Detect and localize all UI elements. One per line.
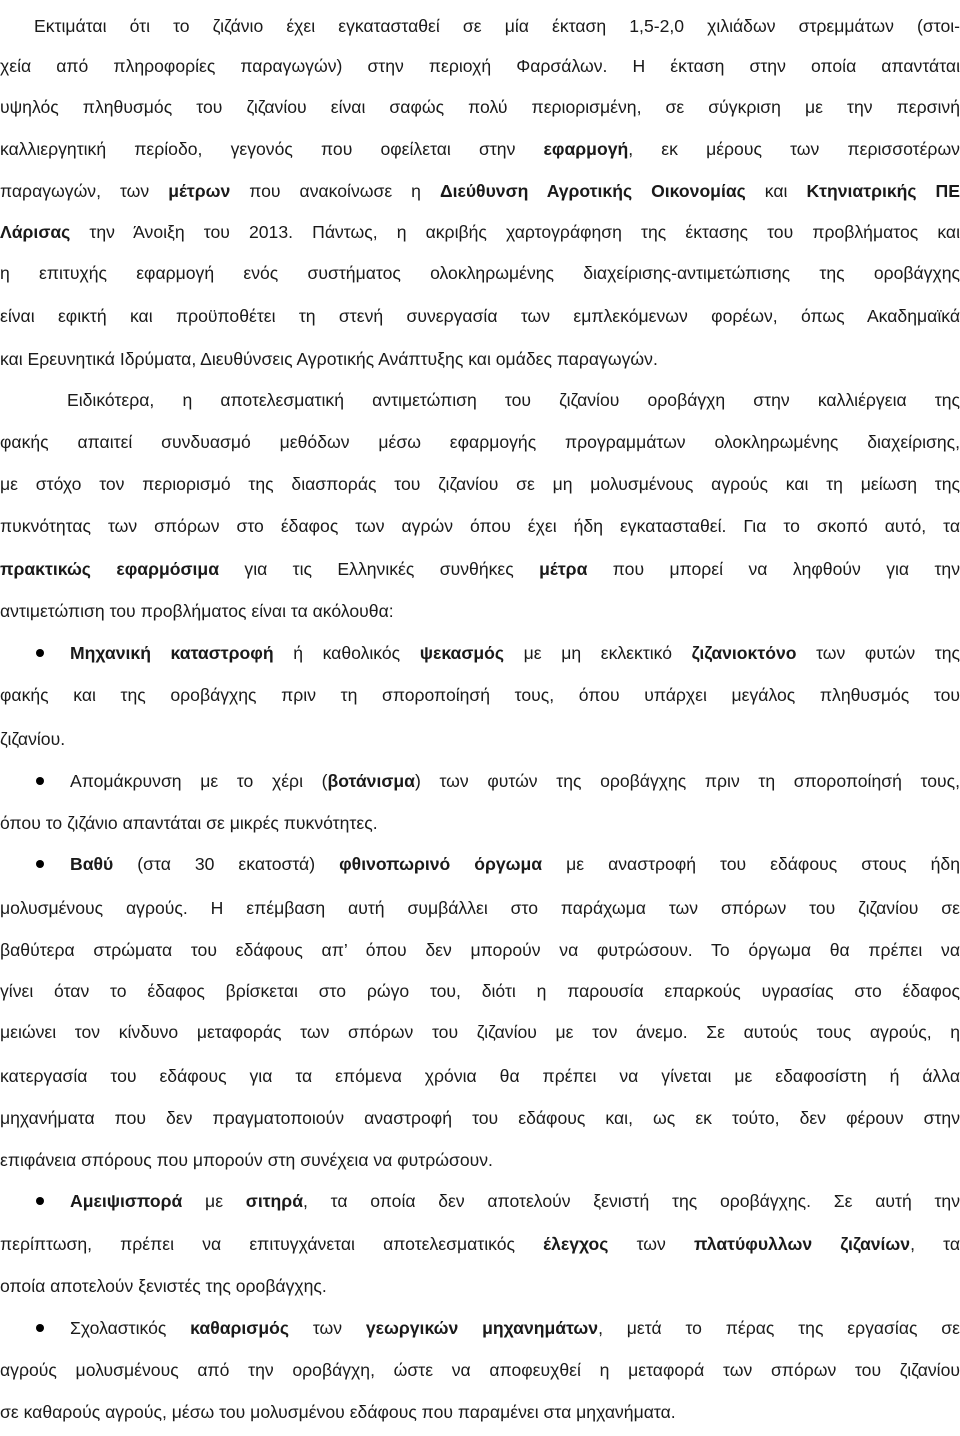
text-segment: , τα — [910, 1234, 960, 1255]
bold-text: Βαθύ — [70, 854, 114, 875]
text-line — [0, 431, 960, 453]
text-segment: Απομάκρυνση με το χέρι ( — [70, 770, 328, 791]
text-line — [0, 180, 960, 202]
text-segment: περίπτωση, πρέπει να επιτυγχάνεται αποτελεσματικός — [0, 1234, 544, 1255]
text-line — [70, 1317, 960, 1339]
text-segment: γίνει όταν το έδαφος βρίσκεται στο ρώγο του, διότι η παρουσία επαρκούς υγρασίας στο έδαφος — [0, 981, 960, 1002]
text-segment: των φυτών της — [796, 643, 960, 664]
text-line — [70, 853, 960, 875]
text-segment: που μπορεί να ληφθούν για την — [587, 558, 960, 579]
text-segment: υψηλός πληθυσμός του ζιζανίου είναι σαφώς πολύ περιορισμένη, σε σύγκριση με την περσινή — [0, 97, 960, 118]
bullet-icon — [36, 1197, 44, 1205]
bold-text: σιτηρά — [245, 1191, 304, 1212]
text-segment: η επιτυχής εφαρμογή ενός συστήματος ολοκληρωμένης διαχείρισης-αντιμετώπισης της οροβάγχης — [0, 263, 960, 284]
text-line — [0, 1275, 960, 1297]
bold-text: Διεύθυνση Αγροτικής Οικονομίας — [439, 180, 746, 201]
text-line — [0, 305, 960, 327]
text-segment: οποία αποτελούν ξενιστές της οροβάγχης. — [0, 1275, 327, 1296]
bullet-icon — [36, 1324, 44, 1332]
text-line — [34, 15, 960, 37]
bold-text: Μηχανική καταστροφή — [70, 643, 274, 664]
text-line — [0, 1149, 960, 1171]
bold-text: μέτρα — [539, 558, 588, 579]
text-segment: φακής και της οροβάγχης πριν τη σποροποίησή τους, όπου υπάρχει μεγάλος πληθυσμός του — [0, 685, 960, 706]
bold-text: πρακτικώς εφαρμόσιμα — [0, 558, 220, 579]
text-line — [0, 600, 960, 622]
text-segment: με αναστροφή του εδάφους στους ήδη — [542, 854, 960, 875]
text-segment: , εκ μέρους των περισσοτέρων — [628, 138, 960, 159]
text-segment: με στόχο τον περιορισμό της διασποράς του ζιζανίου σε μη μολυσμένους αγρούς και τη μείωση της — [0, 474, 960, 495]
text-line — [70, 770, 960, 792]
text-line — [0, 1359, 960, 1381]
text-segment: την Άνοιξη του 2013. Πάντως, η ακριβής χαρτογράφηση της έκτασης του προβλήματος και — [70, 221, 960, 242]
bold-text: Αμειψισπορά — [70, 1191, 183, 1212]
bold-text: ψεκασμός — [419, 643, 505, 664]
text-line — [70, 642, 960, 664]
text-line — [0, 897, 960, 919]
bold-text: εφαρμογή — [543, 138, 629, 159]
text-segment: (στα 30 εκατοστά) — [113, 854, 340, 875]
text-line — [0, 473, 960, 495]
text-segment: που ανακοίνωσε η — [230, 180, 440, 201]
text-segment: ζιζανίου. — [0, 728, 66, 749]
text-segment: για τις Ελληνικές συνθήκες — [219, 558, 540, 579]
text-line — [0, 221, 960, 243]
text-line — [0, 1401, 960, 1423]
bold-text: πλατύφυλλων ζιζανίων — [693, 1234, 911, 1255]
bold-text: φθινοπωρινό όργωμα — [339, 854, 543, 875]
text-line — [0, 348, 960, 370]
text-line — [0, 138, 960, 160]
text-segment: , μετά το πέρας της εργασίας σε — [598, 1317, 960, 1338]
text-segment: όπου το ζιζάνιο απαντάται σε μικρές πυκνότητες. — [0, 813, 378, 834]
text-segment: πυκνότητας των σπόρων στο έδαφος των αγρών όπου έχει ήδη εγκατασταθεί. Για το σκοπό αυτό, τα — [0, 516, 960, 537]
text-segment: ) των φυτών της οροβάγχης πριν τη σποροποίησή τους, — [414, 770, 960, 791]
text-segment: σε καθαρούς αγρούς, μέσω του μολυσμένου εδάφους που παραμένει στα μηχανήματα. — [0, 1402, 676, 1423]
text-segment: Ειδικότερα, η αποτελεσματική αντιμετώπιση του ζιζανίου οροβάγχη στην καλλιέργεια της — [67, 389, 960, 410]
text-line — [0, 684, 960, 706]
bold-text: Κτηνιατρικής ΠΕ — [806, 180, 960, 201]
text-segment: μηχανήματα που δεν πραγματοποιούν αναστροφή του εδάφους και, ως εκ τούτο, δεν φέρουν στην — [0, 1107, 960, 1128]
text-segment: αγρούς μολυσμένους από την οροβάγχη, ώστε να αποφευχθεί η μεταφορά των σπόρων του ζιζανίου — [0, 1360, 960, 1381]
bold-text: έλεγχος — [543, 1234, 609, 1255]
bullet-icon — [36, 649, 44, 657]
text-segment: κατεργασία του εδάφους για τα επόμενα χρόνια θα πρέπει να γίνεται με εδαφοσίστη ή άλλα — [0, 1065, 960, 1086]
text-segment: μολυσμένους αγρούς. Η επέμβαση αυτή συμβάλλει στο παράχωμα των σπόρων του ζιζανίου σε — [0, 897, 960, 918]
text-segment: βαθύτερα στρώματα του εδάφους απ’ όπου δεν μπορούν να φυτρώσουν. Το όργωμα θα πρέπει να — [0, 939, 960, 960]
text-line — [0, 728, 960, 750]
bold-text: Λάρισας — [0, 221, 71, 242]
text-line — [67, 389, 960, 411]
text-segment: με — [182, 1191, 246, 1212]
text-segment: αντιμετώπιση του προβλήματος είναι τα ακόλουθα: — [0, 600, 394, 621]
text-line — [0, 1107, 960, 1129]
text-line — [0, 55, 960, 77]
text-segment: επιφάνεια σπόρους που μπορούν στη συνέχεια να φυτρώσουν. — [0, 1150, 493, 1171]
text-segment: καλλιεργητική περίοδο, γεγονός που οφείλεται στην — [0, 138, 544, 159]
text-segment: είναι εφικτή και προϋποθέτει τη στενή συνεργασία των εμπλεκόμενων φορέων, όπως Ακαδημαϊκά — [0, 306, 960, 327]
text-line — [70, 1190, 960, 1212]
text-segment: χεία από πληροφορίες παραγωγών) στην περιοχή Φαρσάλων. Η έκταση στην οποία απαντάται — [0, 56, 960, 77]
text-segment: και Ερευνητικά Ιδρύματα, Διευθύνσεις Αγροτικής Ανάπτυξης και ομάδες παραγωγών. — [0, 348, 658, 369]
text-line — [0, 939, 960, 961]
text-line — [0, 1065, 960, 1087]
text-segment: των — [289, 1317, 366, 1338]
text-segment: Εκτιμάται ότι το ζιζάνιο έχει εγκατασταθεί σε μία έκταση 1,5-2,0 χιλιάδων στρεμμάτων (στοι- — [34, 16, 960, 37]
bold-text: γεωργικών μηχανημάτων — [365, 1317, 599, 1338]
text-segment: και — [745, 180, 807, 201]
text-line — [0, 1233, 960, 1255]
text-segment: ή καθολικός — [273, 643, 420, 664]
text-segment: παραγωγών, των — [0, 180, 169, 201]
text-line — [0, 558, 960, 580]
bullet-icon — [36, 777, 44, 785]
text-line — [0, 96, 960, 118]
text-segment: , τα οποία δεν αποτελούν ξενιστή της οροβάγχης. Σε αυτή την — [303, 1191, 960, 1212]
text-line — [0, 515, 960, 537]
text-line — [0, 262, 960, 284]
text-line — [0, 1021, 960, 1043]
text-segment: των — [608, 1234, 694, 1255]
text-line — [0, 980, 960, 1002]
bullet-icon — [36, 860, 44, 868]
text-line — [0, 812, 960, 834]
bold-text: καθαρισμός — [190, 1317, 290, 1338]
text-segment: με μη εκλεκτικό — [504, 643, 692, 664]
text-segment: μειώνει τον κίνδυνο μεταφοράς των σπόρων του ζιζανίου με τον άνεμο. Σε αυτούς τους αγρούς, η — [0, 1022, 960, 1043]
text-segment: φακής απαιτεί συνδυασμό μεθόδων μέσω εφαρμογής προγραμμάτων ολοκληρωμένης διαχείρισης, — [0, 432, 960, 453]
text-segment: Σχολαστικός — [70, 1317, 191, 1338]
bold-text: μέτρων — [168, 180, 231, 201]
bold-text: βοτάνισμα — [327, 770, 415, 791]
bold-text: ζιζανιοκτόνο — [691, 643, 797, 664]
